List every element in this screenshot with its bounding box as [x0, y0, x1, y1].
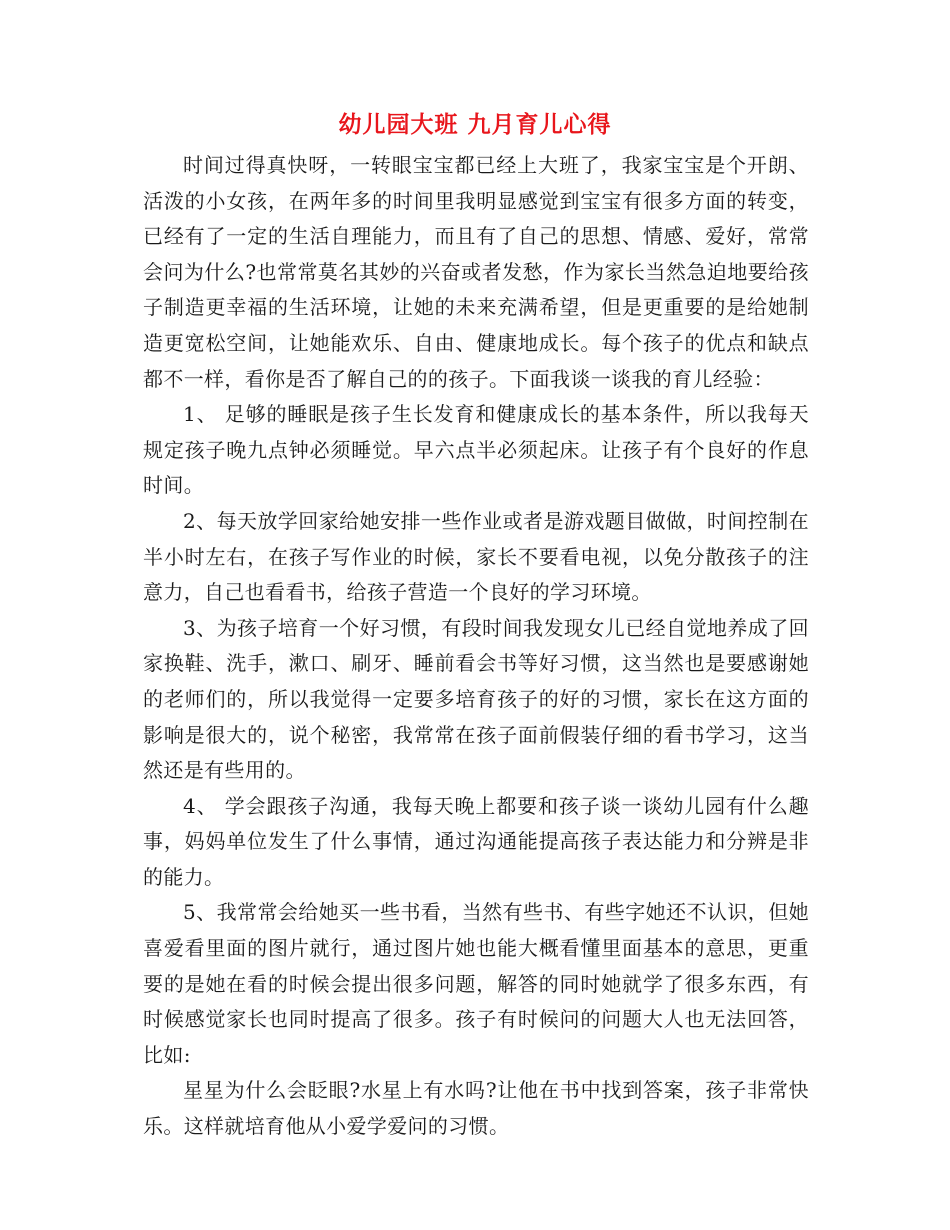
tip-paragraph-2: 2、每天放学回家给她安排一些作业或者是游戏题目做做，时间控制在半小时左右，在孩子写作业的时候，家长不要看电视，以免分散孩子的注意力，自己也看看书，给孩子营造一个良好的学习环境。 — [143, 508, 809, 605]
document-title: 幼儿园大班 九月育儿心得 — [338, 112, 612, 138]
intro-paragraph: 时间过得真快呀，一转眼宝宝都已经上大班了，我家宝宝是个开朗、活泼的小女孩，在两年多的时间里我明显感觉到宝宝有很多方面的转变，已经有了一定的生活自理能力，而且有了自己的思想、情感、爱好，常常会问为什么?也常常莫名其妙的兴奋或者发愁，作为家长当然急迫地要给孩子制造更幸福的生活环境，让她的未来充满希望，但是更重要的是给她制造更宽松空间，让她能欢乐、自由、健康地成长。每个孩子的优点和缺点都不一样，看你是否了解自己的的孩子。下面我谈一谈我的育儿经验： — [143, 153, 809, 391]
tip-paragraph-1: 1、 足够的睡眠是孩子生长发育和健康成长的基本条件，所以我每天规定孩子晚九点钟必须睡觉。早六点半必须起床。让孩子有个良好的作息时间。 — [143, 402, 809, 498]
document-body — [143, 148, 809, 1145]
closing-paragraph: 星星为什么会眨眼?水星上有水吗?让他在书中找到答案，孩子非常快乐。这样就培育他从小爱学爱问的习惯。 — [143, 1078, 809, 1139]
tip-paragraph-3: 3、为孩子培育一个好习惯，有段时间我发现女儿已经自觉地养成了回家换鞋、洗手，漱口、刷牙、睡前看会书等好习惯，这当然也是要感谢她的老师们的，所以我觉得一定要多培育孩子的好的习惯，家长在这方面的影响是很大的，说个秘密，我常常在孩子面前假装仔细的看书学习，这当然还是有些用的。 — [143, 615, 809, 783]
tip-paragraph-5: 5、我常常会给她买一些书看，当然有些书、有些字她还不认识，但她喜爱看里面的图片就行，通过图片她也能大概看懂里面基本的意思，更重要的是她在看的时候会提出很多问题，解答的同时她就学了很多东西，有时候感觉家长也同时提高了很多。孩子有时候问的问题大人也无法回答，比如: — [143, 900, 809, 1067]
tip-paragraph-4: 4、 学会跟孩子沟通，我每天晚上都要和孩子谈一谈幼儿园有什么趣事，妈妈单位发生了什么事情，通过沟通能提高孩子表达能力和分辨是非的能力。 — [143, 793, 809, 889]
